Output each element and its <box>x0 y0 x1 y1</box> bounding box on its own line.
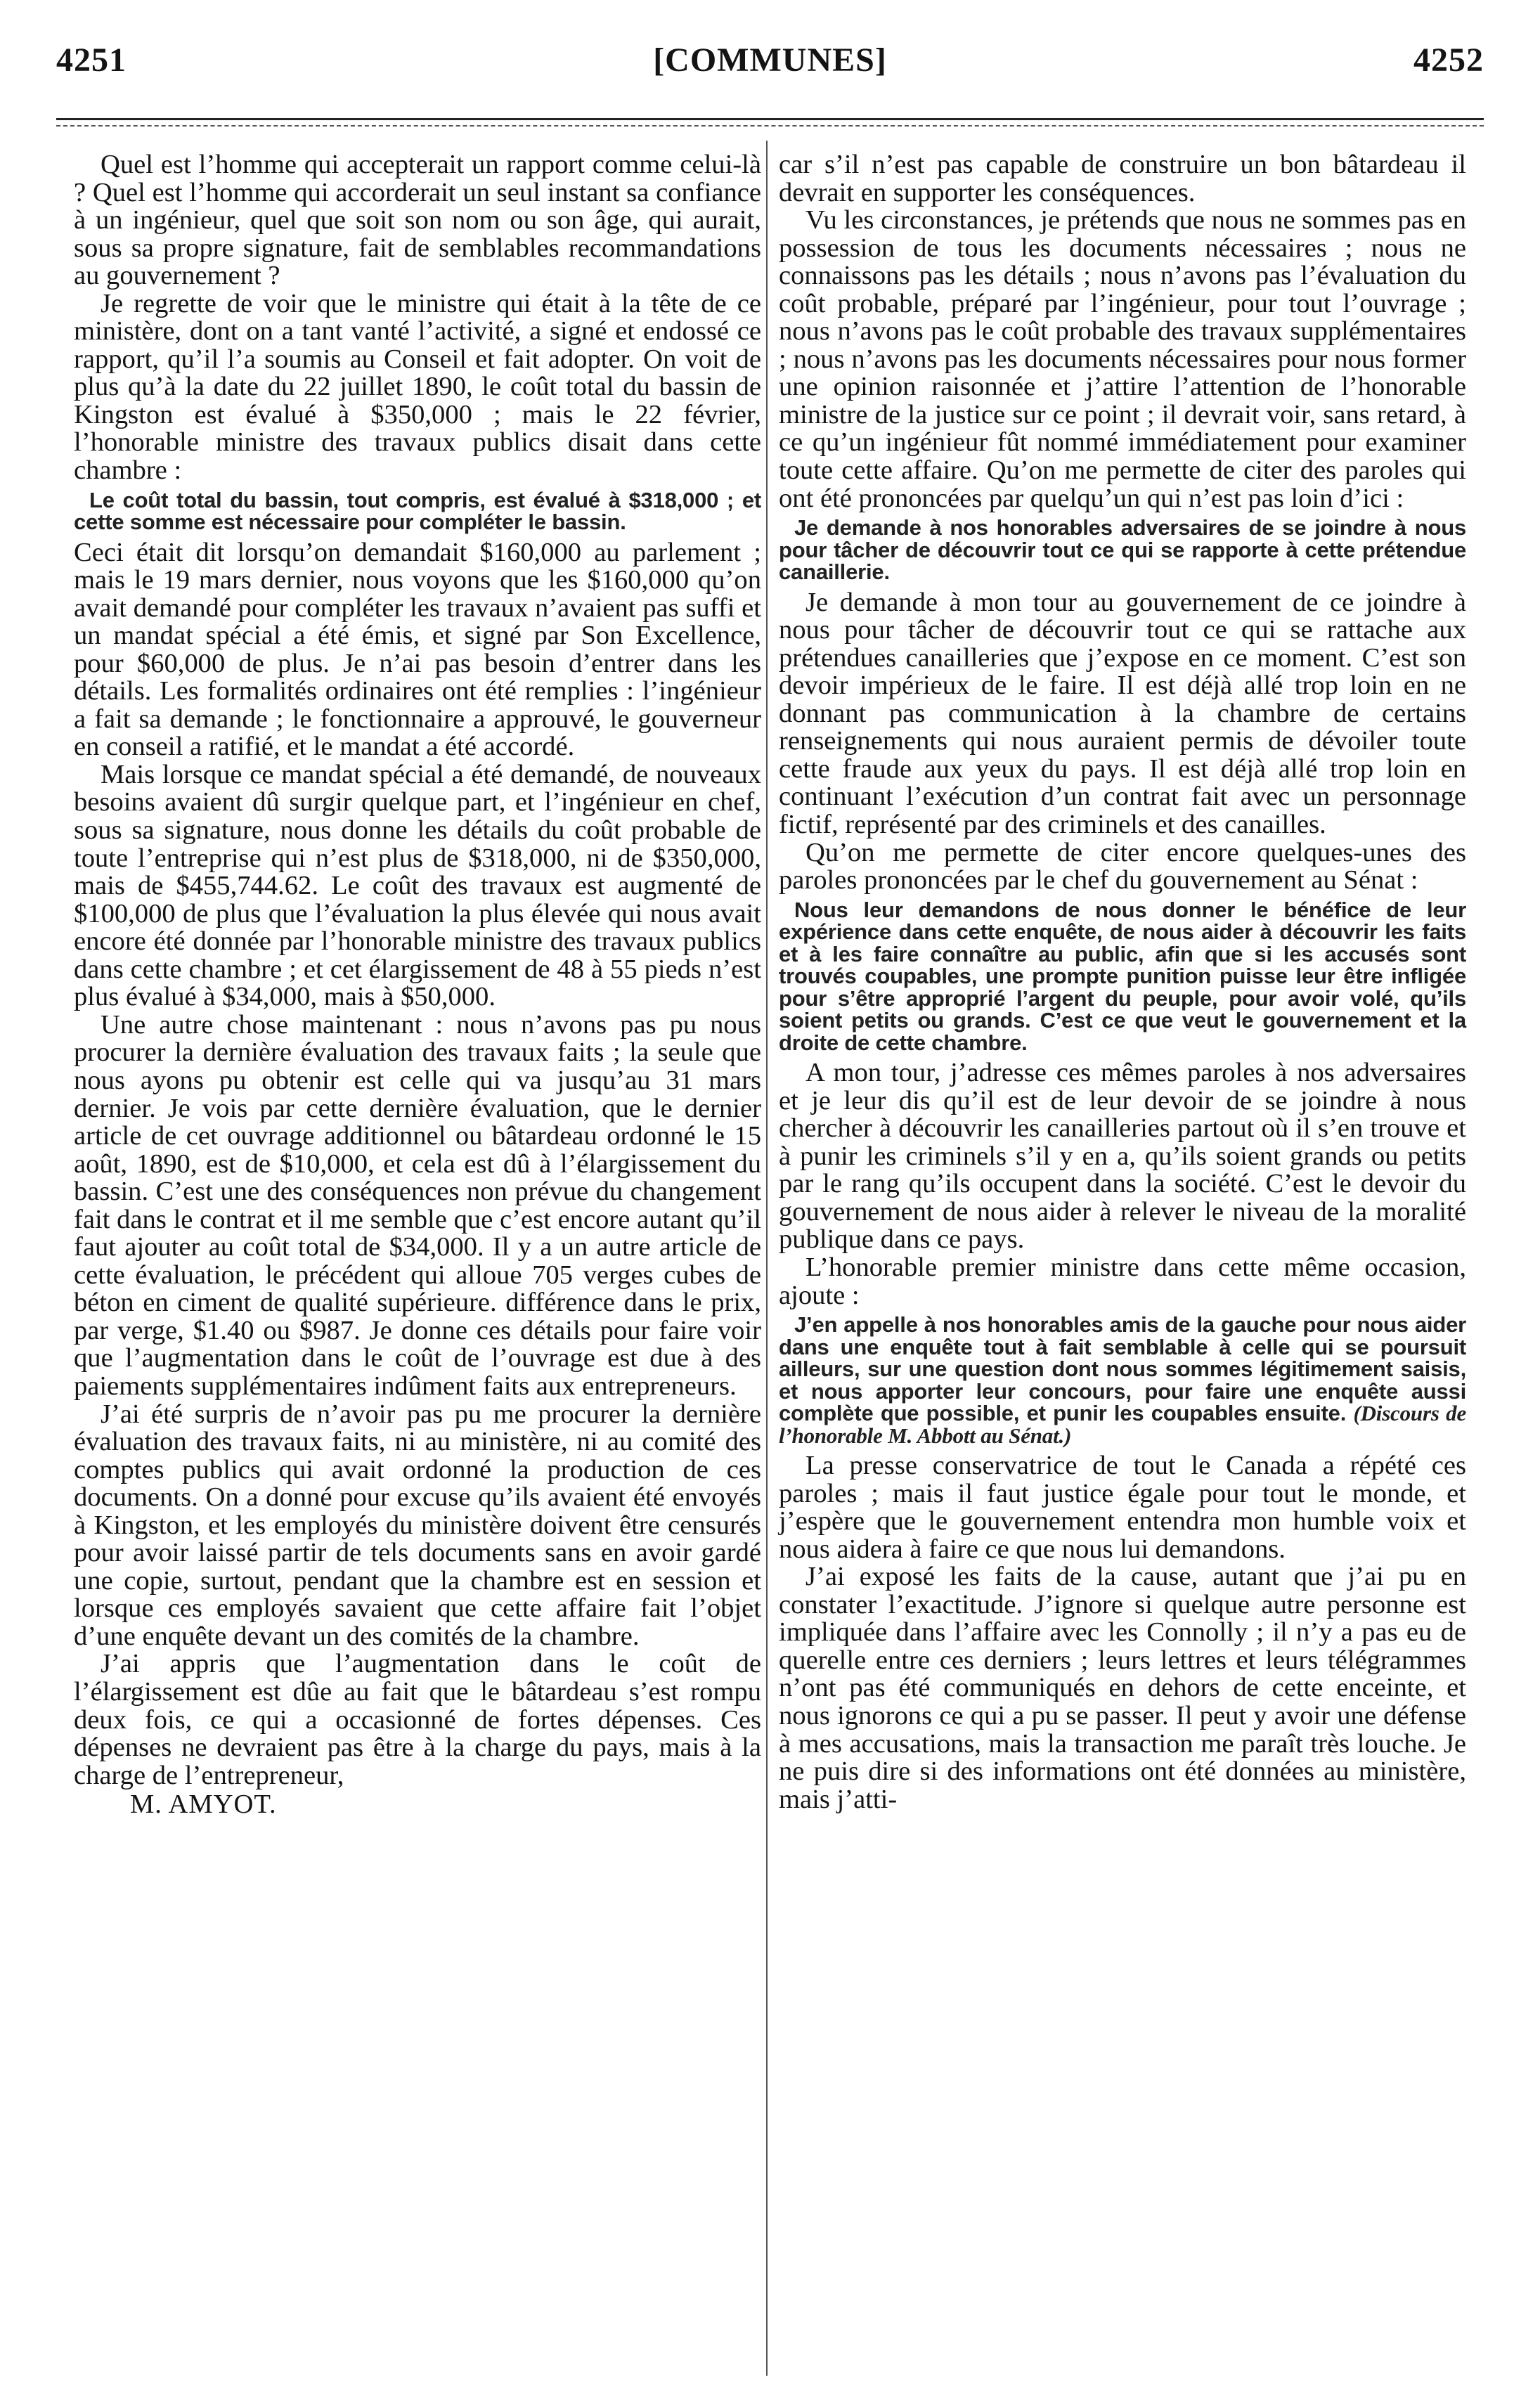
left-column <box>74 151 761 1819</box>
paragraph: Mais lorsque ce mandat spécial a été demandé, de nouveaux besoins avaient dû surgir quelque part, et l’ingénieur en chef, sous sa signature, nous donne les détails du coût probable de toute l’entreprise qui n’est plus de $318,000, ni de $350,000, mais de $455,744.62. Le coût des travaux est augmenté de $100,000 de plus que l’évaluation la plus élevée qui nous avait encore été donnée par l’honorable ministre des travaux publics dans cette chambre ; et cet élargissement de 48 à 55 pieds n’est plus évalué à $34,000, mais à $50,000. <box>74 759 761 1012</box>
header-dashed-rule <box>56 125 1484 127</box>
paragraph: A mon tour, j’adresse ces mêmes paroles à nos adversaires et je leur dis qu’il est de leur devoir de se joindre à nous chercher à découvrir les canailleries partout où il s’en trouve et à punir les criminels s’il y en a, qu’ils soient grands ou petits par le rang qu’ils occupent dans la société. C’est le devoir du gouvernement de nous aider à relever le niveau de la moralité publique dans ce pays. <box>779 1058 1466 1255</box>
paragraph: Qu’on me permette de citer encore quelques-unes des paroles prononcées par le chef du gouvernement au Sénat : <box>779 837 1466 895</box>
right-page-number: 4252 <box>1413 41 1484 79</box>
speaker-signature: M. AMYOT. <box>130 1790 277 1820</box>
paragraph: Vu les circonstances, je prétends que nous ne sommes pas en possession de tous les documents nécessaires ; nous ne connaissons pas les détails ; nous n’avons pas l’évaluation du coût probable, préparé par l’ingénieur, pour tout l’ouvrage ; nous n’avons pas le coût probable des travaux supplémentaires ; nous n’avons pas les documents nécessaires pour nous former une opinion raisonnée et j’attire l’attention de l’honorable ministre de la justice sur ce point ; il devrait voir, sans retard, à ce qu’un ingénieur fût nommé immédiatement pour examiner toute cette affaire. Qu’on me permette de citer des paroles qui ont été prononcées par quelqu’un qui n’est pas loin d’ici : <box>779 205 1466 513</box>
header-rule <box>56 118 1484 120</box>
quote-source: (Discours de l’honorable M. Abbott au Sénat.) <box>779 1401 1467 1448</box>
paragraph: Ceci était dit lorsqu’on demandait $160,000 au parlement ; mais le 19 mars dernier, nous voyons que les $160,000 qu’on avait demandé pour compléter les travaux n’avaient pas suffi et un mandat spécial a été émis, et signé par Son Excellence, pour $60,000 de plus. Je n’ai pas besoin d’entrer dans les détails. Les formalités ordinaires ont été remplies : l’ingénieur a fait sa demande ; le fonctionnaire a approuvé, le gouverneur en conseil a ratifié, et le mandat a été accordé. <box>74 537 761 762</box>
block-quote: Nous leur demandons de nous donner le bénéfice de leur expérience dans cette enquête, de nous aider à découvrir les faits et à les faire connaître au public, afin que si les accusés sont trouvés coupables, une prompte punition puisse leur être infligée pour s’être approprié l’argent du peuple, pour avoir volé, qu’ils soient petits ou grands. C’est ce que veut le gouvernement et la droite de cette chambre. <box>779 897 1466 1055</box>
paragraph: J’ai appris que l’augmentation dans le coût de l’élargissement est dûe au fait que le bâtardeau s’est rompu deux fois, ce qui a occasionné de fortes dépenses. Ces dépenses ne devraient pas être à la charge du pays, mais à la charge de l’entrepreneur, <box>74 1649 761 1790</box>
block-quote: Le coût total du bassin, tout compris, est évalué à $318,000 ; et cette somme est nécessaire pour compléter le bassin. <box>74 487 761 535</box>
paragraph: Je regrette de voir que le ministre qui était à la tête de ce ministère, dont on a tant vanté l’activité, a signé et endossé ce rapport, qu’il l’a soumis au Conseil et fait adopter. On voit de plus qu’à la date du 22 juillet 1890, le coût total du bassin de Kingston est évalué à $350,000 ; mais le 22 février, l’honorable ministre des travaux publics disait dans cette chambre : <box>74 288 761 486</box>
left-page-number: 4251 <box>56 41 127 79</box>
block-quote <box>779 1314 1466 1447</box>
paragraph: J’ai été surpris de n’avoir pas pu me procurer la dernière évaluation des travaux faits, ni au ministère, ni au comité des comptes publics qui avait ordonné la production de ces documents. On a donné pour excuse qu’ils avaient été envoyés à Kingston, et les employés du ministère doivent être censurés pour avoir laissé partir de tels documents sans en avoir gardé une copie, surtout, pendant que la chambre est en session et lorsque ces employés savaient que cette affaire fait l’objet d’une enquête devant un des comités de la chambre. <box>74 1399 761 1651</box>
paragraph: J’ai exposé les faits de la cause, autant que j’ai pu en constater l’exactitude. J’ignore si quelque autre personne est impliquée dans l’affaire avec les Connolly ; il n’y a pas eu de querelle entre ces derniers ; leurs lettres et leurs télégrammes n’ont pas été communiqués en dehors de cette enceinte, et nous ignorons ce qui a pu se passer. Il peut y avoir une défense à mes accusations, mais la transaction me paraît très louche. Je ne puis dire si des informations ont été données au ministère, mais j’atti- <box>779 1562 1466 1814</box>
paragraph: car s’il n’est pas capable de construire un bon bâtardeau il devrait en supporter les conséquences. <box>779 150 1466 207</box>
paragraph: Une autre chose maintenant : nous n’avons pas pu nous procurer la dernière évaluation des travaux faits ; la seule que nous ayons pu obtenir est celle qui va jusqu’au 31 mars dernier. Je vois par cette dernière évaluation, que le dernier article de cet ouvrage additionnel ou bâtardeau ordonné le 15 août, 1890, est de $10,000, et cela est dû à l’élargissement du bassin. C’est une des conséquences non prévue du changement fait dans le contrat et il me semble que c’est encore autant qu’il faut ajouter au coût total de $34,000. Il y a un autre article de cette évaluation, le précédent qui alloue 705 verges cubes de béton en ciment de qualité supérieure. différence dans le prix, par verge, $1.40 ou $987. Je donne ces détails pour faire voir que l’augmentation dans le coût de l’ouvrage est due à des paiements supplémentaires indûment faits aux entrepreneurs. <box>74 1009 761 1401</box>
paragraph: Quel est l’homme qui accepterait un rapport comme celui-là ? Quel est l’homme qui accorderait un seul instant sa confiance à un ingénieur, quel que soit son nom ou son âge, qui aurait, sous sa propre signature, fait de semblables recommandations au gouvernement ? <box>74 150 761 291</box>
paragraph: Je demande à mon tour au gouvernement de ce joindre à nous pour tâcher de découvrir tout ce qui se rattache aux prétendues canailleries que j’expose en ce moment. C’est son devoir impérieux de le faire. Il est déjà allé trop loin en ne donnant pas communication à la chambre de certains renseignements qui nous auraient permis de dévoiler toute cette fraude aux yeux du pays. Il est déjà allé trop loin en continuant l’exécution d’un contrat fait avec un personnage fictif, représenté par des criminels et des canailles. <box>779 587 1466 839</box>
paragraph: La presse conservatrice de tout le Canada a répété ces paroles ; mais il faut justice égale pour tout le monde, et j’espère que le gouvernement entendra mon humble voix et nous aidera à faire ce que nous lui demandons. <box>779 1451 1466 1564</box>
paragraph: L’honorable premier ministre dans cette même occasion, ajoute : <box>779 1252 1466 1310</box>
running-title: [COMMUNES] <box>653 41 887 79</box>
column-divider <box>766 141 768 2376</box>
block-quote: Je demande à nos honorables adversaires de se joindre à nous pour tâcher de découvrir tout ce qui se rapporte à cette prétendue canaillerie. <box>779 515 1466 585</box>
right-column <box>779 151 1466 1813</box>
quote-text: J’en appelle à nos honorables amis de la gauche pour nous aider dans une enquête tout à fait semblable à celle qui se poursuit ailleurs, sur une question dont nous sommes légitimement saisis, et nous apporter leur concours, pour faire une enquête aussi complète que possible, et punir les coupables ensuite. <box>779 1312 1466 1426</box>
